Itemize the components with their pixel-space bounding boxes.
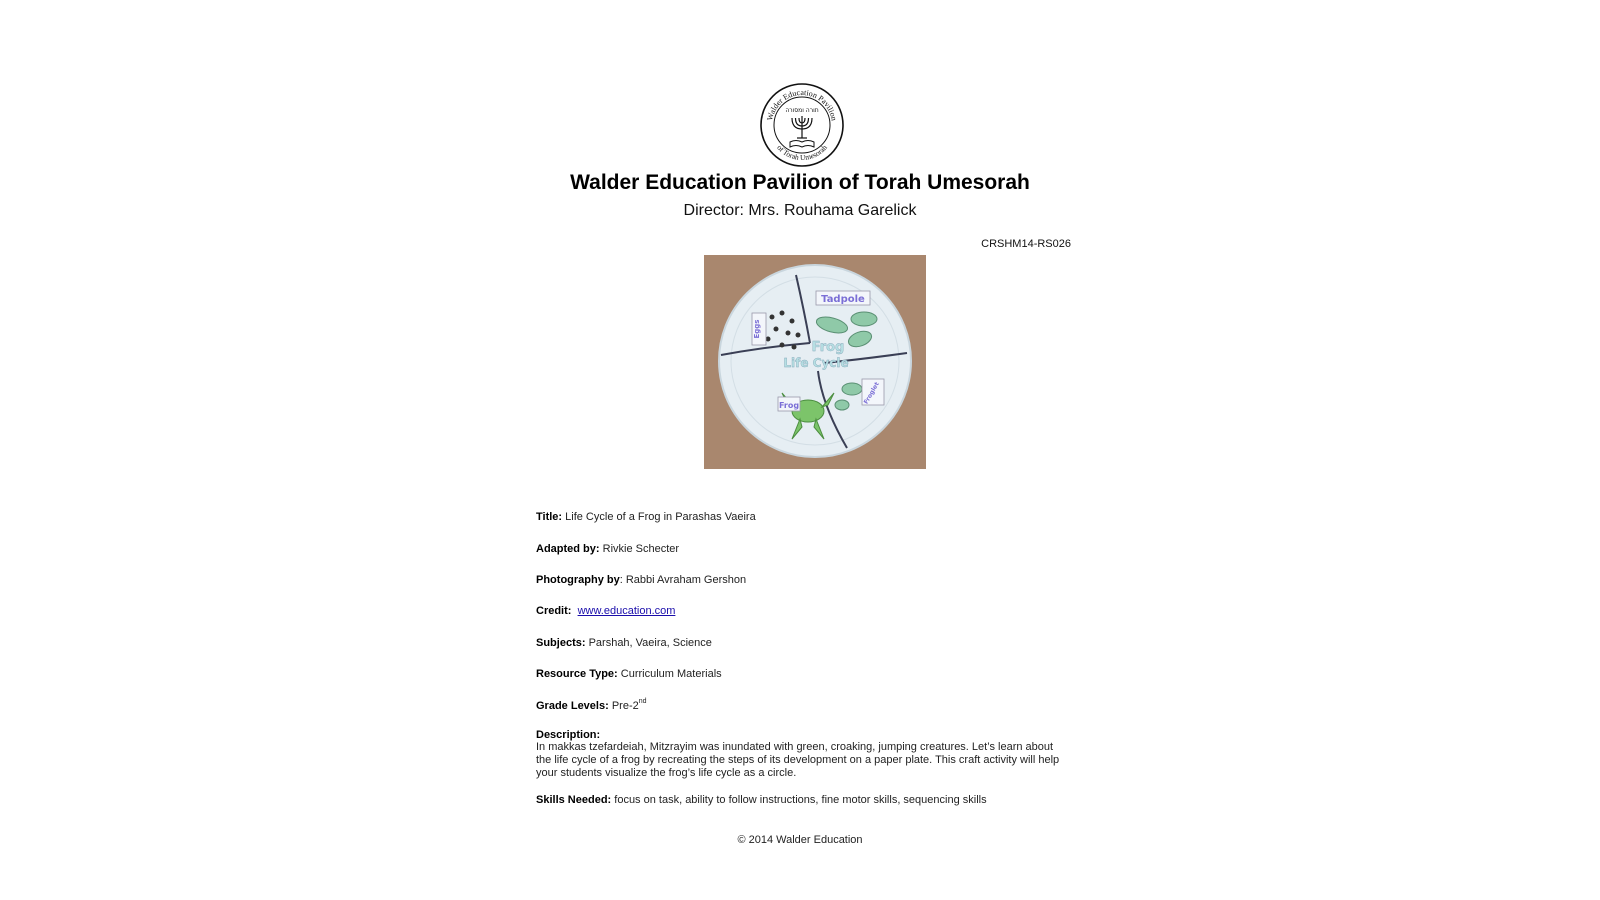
field-subjects-value: Parshah, Vaeira, Science (588, 637, 712, 649)
plate-label-froglet: Froglet (862, 381, 881, 406)
field-grade-levels-sup: nd (638, 698, 647, 705)
field-skills-needed-value: focus on task, ability to follow instructions, fine motor skills, sequencing skills (614, 794, 987, 806)
field-title-label: Title: (536, 511, 563, 523)
frog-life-cycle-plate-photo (704, 255, 926, 469)
field-title-value: Life Cycle of a Frog in Parashas Vaeira (565, 511, 756, 523)
seal-hebrew-text: תורה ומסורה (785, 107, 819, 114)
field-skills-needed-label: Skills Needed: (536, 794, 612, 806)
plate-label-eggs: Eggs (753, 319, 761, 339)
field-title (536, 510, 756, 524)
walder-seal-logo (759, 82, 845, 168)
document-code: CRSHM14-RS026 (981, 238, 1071, 250)
field-subjects-label: Subjects: (536, 637, 586, 649)
copyright-footer: © 2014 Walder Education (737, 834, 863, 846)
field-adapted-by (536, 542, 679, 556)
field-grade-levels-label: Grade Levels: (536, 700, 609, 712)
credit-link[interactable]: www.education.com (577, 605, 676, 617)
field-grade-levels (536, 699, 647, 713)
organization-title: Walder Education Pavilion of Torah Umesorah (570, 171, 1030, 194)
plate-label-frog: Frog (778, 401, 800, 410)
field-grade-levels-value: Pre-2 (611, 700, 639, 712)
field-adapted-by-label: Adapted by: (536, 543, 600, 555)
seal-top-text: Walder Education Pavilion (765, 87, 839, 122)
seal-bottom-text: of Torah Umesorah (775, 143, 829, 163)
field-photography-by-value: : Rabbi Avraham Gershon (619, 574, 747, 586)
field-credit (536, 604, 675, 618)
plate-title-line2: Life Cycle (783, 356, 849, 370)
field-credit-label: Credit: (536, 605, 572, 617)
field-resource-type-value: Curriculum Materials (620, 668, 722, 680)
field-photography-by (536, 573, 746, 587)
director-line: Director: Mrs. Rouhama Garelick (683, 202, 917, 219)
field-resource-type-label: Resource Type: (536, 668, 618, 680)
description-label: Description: (536, 729, 601, 741)
plate-label-tadpole: Tadpole (821, 294, 865, 305)
description-text: In makkas tzefardeiah, Mitzrayim was inundated with green, croaking, jumping creatures. Let’s learn about the life cycle of a frog by recreating the steps of its development on a paper plate. This craft activity will help your students visualize the frog’s life cycle as a circle. (536, 741, 1060, 779)
field-resource-type (536, 667, 722, 681)
plate-title-line1: Frog (811, 340, 845, 355)
field-photography-by-label: Photography by (536, 574, 620, 586)
field-skills-needed (536, 793, 987, 807)
field-adapted-by-value: Rivkie Schecter (602, 543, 680, 555)
field-subjects (536, 636, 712, 650)
